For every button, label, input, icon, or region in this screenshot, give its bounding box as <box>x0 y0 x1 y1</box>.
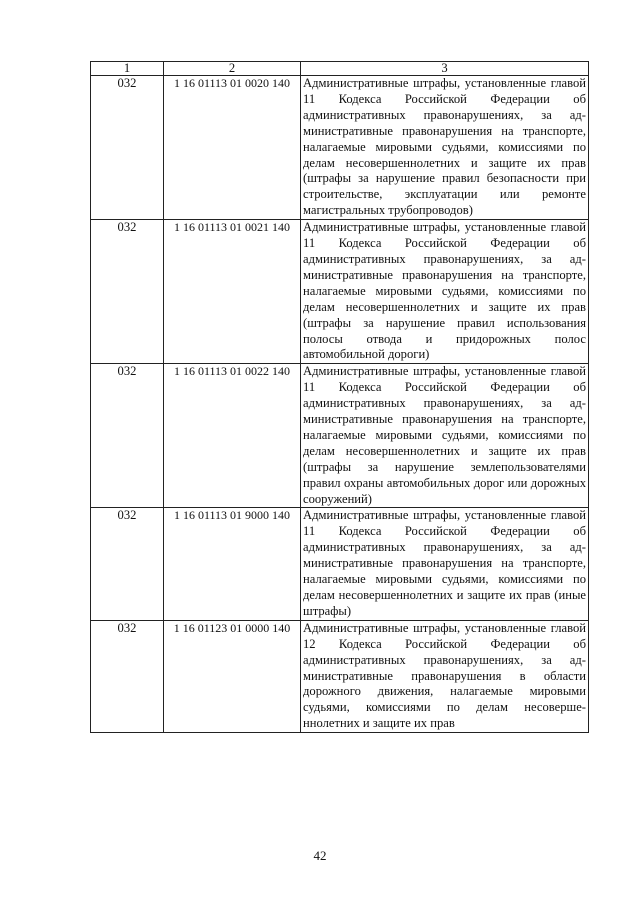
column-header-3: 3 <box>301 62 589 76</box>
description-cell: Административные штрафы, установленные главой 11 Кодекса Российской Федерации об административных правонарушениях, за административные правонарушения на транспорте, налагаемые мировыми судьями, комиссиями по делам несовершеннолетних и защите их прав (штрафы за нарушение правил использования полосы отвода и придорожных полос автомобильной дороги) <box>301 220 589 364</box>
admin-code-cell: 032 <box>91 76 164 220</box>
budget-code-cell: 1 16 01113 01 0022 140 <box>164 364 301 508</box>
description-cell: Административные штрафы, установленные главой 11 Кодекса Российской Федерации об административных правонарушениях, за административные правонарушения на транспорте, налагаемые мировыми судьями, комиссиями по делам несовершеннолетних и защите их прав (штрафы за нарушение правил безопасности при строительстве, эксплуатации или ремонте магистральных трубопроводов) <box>301 76 589 220</box>
budget-code-cell: 1 16 01113 01 0020 140 <box>164 76 301 220</box>
table-row <box>91 620 589 732</box>
description-cell: Административные штрафы, установленные главой 11 Кодекса Российской Федерации об административных правонарушениях, за административные правонарушения на транспорте, налагаемые мировыми судьями, комиссиями по делам несовершеннолетних и защите их прав (штрафы за нарушение землепользователями правил охраны автомобильных дорог или дорожных сооружений) <box>301 364 589 508</box>
admin-code-cell: 032 <box>91 364 164 508</box>
admin-code-cell: 032 <box>91 508 164 620</box>
admin-code-cell: 032 <box>91 220 164 364</box>
table-row <box>91 364 589 508</box>
table-row <box>91 76 589 220</box>
page-number: 42 <box>313 848 327 863</box>
column-header-2: 2 <box>164 62 301 76</box>
table-row <box>91 220 589 364</box>
budget-code-cell: 1 16 01113 01 0021 140 <box>164 220 301 364</box>
description-cell: Административные штрафы, установленные главой 11 Кодекса Российской Федерации об административных правонарушениях, за административные правонарушения на транспорте, налагаемые мировыми судьями, комиссиями по делам несовершеннолетних и защите их прав (иные штрафы) <box>301 508 589 620</box>
budget-code-cell: 1 16 01123 01 0000 140 <box>164 620 301 732</box>
fines-table <box>90 61 589 733</box>
admin-code-cell: 032 <box>91 620 164 732</box>
description-cell: Административные штрафы, установленные главой 12 Кодекса Российской Федерации об административных правонарушениях, за административные правонарушения в области дорожного движения, налагаемые мировыми судьями, комиссиями по делам несовершеннолетних и защите их прав <box>301 620 589 732</box>
budget-code-cell: 1 16 01113 01 9000 140 <box>164 508 301 620</box>
table-row <box>91 508 589 620</box>
table-header-row <box>91 62 589 76</box>
column-header-1: 1 <box>91 62 164 76</box>
